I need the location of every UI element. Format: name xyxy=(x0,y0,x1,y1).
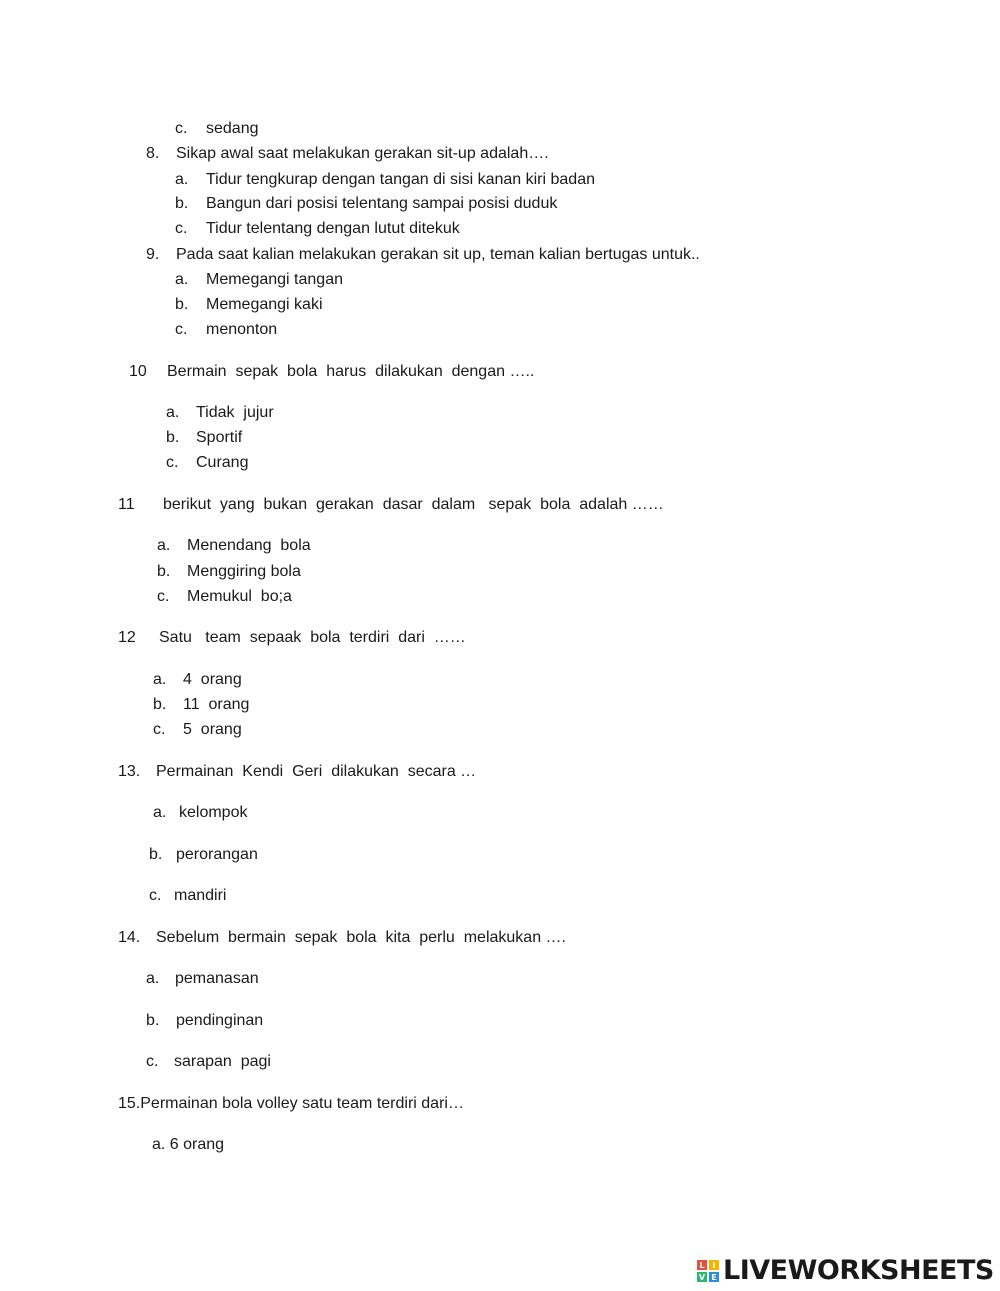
question-number: 12 xyxy=(118,629,136,646)
question-text: Pada saat kalian melakukan gerakan sit up, teman kalian bertugas untuk.. xyxy=(176,246,700,263)
answer-option: Curang xyxy=(196,454,249,471)
question-text: berikut yang bukan gerakan dasar dalam sepak bola adalah …… xyxy=(163,496,664,513)
question-number: 10 xyxy=(129,363,147,380)
answer-option: sedang xyxy=(206,120,259,137)
answer-option: Memegangi kaki xyxy=(206,296,323,313)
item-marker: b. xyxy=(175,296,189,313)
item-marker: a. xyxy=(146,970,160,987)
question-number: 13. xyxy=(118,763,141,780)
logo-mark-icon xyxy=(697,1260,719,1282)
item-marker: c. xyxy=(153,721,166,738)
item-marker: c. xyxy=(175,220,188,237)
answer-option: sarapan pagi xyxy=(174,1053,271,1070)
logo-tile: L xyxy=(697,1260,707,1270)
answer-option: Memukul bo;a xyxy=(187,588,292,605)
answer-option: menonton xyxy=(206,321,278,338)
answer-option: 5 orang xyxy=(183,721,242,738)
item-marker: a. xyxy=(175,171,189,188)
item-marker: b. xyxy=(175,195,189,212)
answer-option: Tidur tengkurap dengan tangan di sisi kanan kiri badan xyxy=(206,171,595,188)
question-text: Sikap awal saat melakukan gerakan sit-up adalah…. xyxy=(176,145,549,162)
question-number: 9. xyxy=(146,246,160,263)
item-marker: a. xyxy=(153,804,167,821)
question-number: 11 xyxy=(118,496,135,513)
item-marker: a. xyxy=(157,537,171,554)
answer-option: perorangan xyxy=(176,846,258,863)
item-marker: a. xyxy=(175,271,189,288)
answer-option: kelompok xyxy=(179,804,248,821)
item-marker: b. xyxy=(166,429,180,446)
logo-tile: V xyxy=(698,1272,706,1282)
answer-option: 11 orang xyxy=(183,696,250,713)
question-number: 14. xyxy=(118,929,141,946)
answer-option: a. 6 orang xyxy=(152,1136,225,1153)
answer-option: Tidur telentang dengan lutut ditekuk xyxy=(206,220,460,237)
answer-option: Menendang bola xyxy=(187,537,311,554)
answer-option: pemanasan xyxy=(175,970,259,987)
answer-option: Bangun dari posisi telentang sampai posisi duduk xyxy=(206,195,558,212)
item-marker: a. xyxy=(153,671,167,688)
question-number: 8. xyxy=(146,145,160,162)
answer-option: 4 orang xyxy=(183,671,242,688)
logo-wordmark: LIVEWORKSHEETS xyxy=(723,1255,994,1286)
question-text: Satu team sepaak bola terdiri dari …… xyxy=(159,629,466,646)
answer-option: Sportif xyxy=(196,429,243,446)
item-marker: b. xyxy=(146,1012,160,1029)
item-marker: a. xyxy=(166,404,180,421)
logo-tile: I xyxy=(709,1260,719,1270)
question-text: 15.Permainan bola volley satu team terdiri dari… xyxy=(118,1095,464,1112)
answer-option: Memegangi tangan xyxy=(206,271,343,288)
item-marker: b. xyxy=(153,696,167,713)
answer-option: mandiri xyxy=(174,887,227,904)
question-text: Sebelum bermain sepak bola kita perlu melakukan …. xyxy=(156,929,566,946)
item-marker: c. xyxy=(146,1053,159,1070)
question-text: Permainan Kendi Geri dilakukan secara … xyxy=(156,763,477,780)
logo-tile: E xyxy=(709,1272,719,1282)
item-marker: c. xyxy=(175,120,188,137)
question-text: Bermain sepak bola harus dilakukan dengan ….. xyxy=(167,363,535,380)
answer-option: Tidak jujur xyxy=(196,404,274,421)
item-marker: b. xyxy=(149,846,163,863)
item-marker: c. xyxy=(157,588,170,605)
answer-option: pendinginan xyxy=(176,1012,264,1029)
item-marker: c. xyxy=(166,454,179,471)
item-marker: b. xyxy=(157,563,171,580)
item-marker: c. xyxy=(175,321,188,338)
answer-option: Menggiring bola xyxy=(187,563,301,580)
item-marker: c. xyxy=(149,887,162,904)
liveworksheets-logo xyxy=(697,1256,994,1286)
